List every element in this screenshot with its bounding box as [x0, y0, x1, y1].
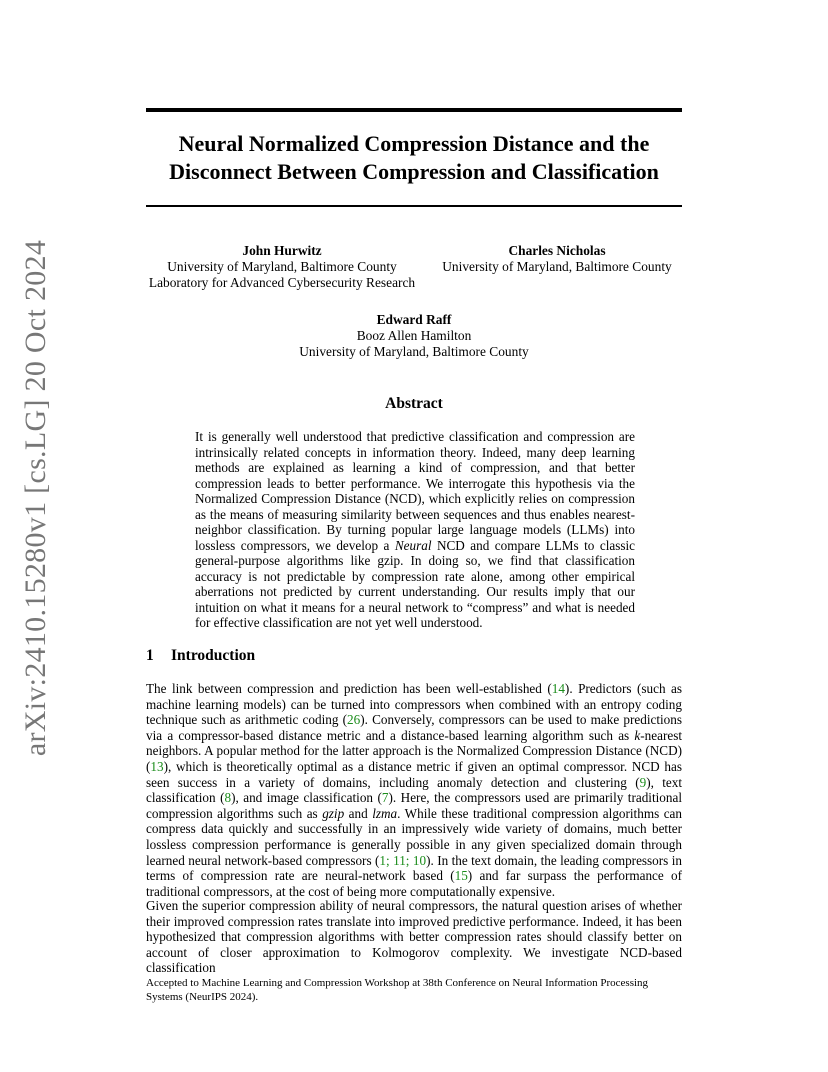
author-affiliation: University of Maryland, Baltimore County [299, 344, 529, 359]
author-name: John Hurwitz [242, 243, 322, 258]
section-number: 1 [146, 647, 154, 664]
text-run: and [344, 805, 373, 821]
emphasis: gzip [322, 805, 345, 821]
citation-link[interactable]: ( 14 ) [547, 681, 569, 696]
paper-title [146, 130, 682, 186]
author-affiliation: University of Maryland, Baltimore County [167, 259, 397, 274]
title-line-2: Disconnect Between Compression and Classification [169, 159, 659, 184]
author-name: Edward Raff [376, 312, 452, 327]
text-run: -nearest neighbors. A popular method for the latter approach is the Normalized Compression Distance (NCD) [146, 727, 682, 759]
emphasis: lzma [372, 805, 398, 821]
title-bottom-rule [146, 205, 682, 207]
intro-paragraph-2: Given the superior compression ability of neural compressors, the natural question arises of whether their improved compression rates translate into improved predictive performance. Indeed, it has been hypothesized that compression algorithms with better compression rates should classify better on account of closer approximation to Kolmogorov complexity. We investigate NCD-based classification [146, 898, 682, 976]
citation-link[interactable]: ( 26 ) [343, 712, 365, 727]
author-block-3 [250, 312, 578, 360]
math-variable: k [634, 727, 641, 743]
citation-link[interactable]: ( 9 ) [635, 775, 650, 790]
author-name: Charles Nicholas [508, 243, 606, 258]
text-run: The link between compression and prediction has been well-established [146, 681, 548, 696]
title-top-rule [146, 108, 682, 112]
abstract-emphasis: Neural [394, 537, 432, 553]
text-run: . In the text domain, the leading compressors in terms of compression rate are neural-network based [146, 852, 682, 884]
citation-link[interactable]: ( 15 ) [450, 868, 472, 883]
citation-link[interactable]: ( 7 ) [378, 790, 393, 805]
intro-paragraph-1 [146, 681, 682, 899]
citation-link[interactable]: ( 1; 11; 10 ) [375, 853, 430, 868]
venue-footnote: Accepted to Machine Learning and Compression Workshop at 38th Conference on Neural Information Processing Systems (NeurIPS 2024). [146, 977, 649, 1003]
text-run: , and image classification [235, 790, 378, 806]
citation-link[interactable]: ( 13 ) [146, 759, 168, 774]
author-block-1 [146, 243, 418, 291]
text-run: . Here, the compressors used are primarily traditional compression algorithms such as [146, 790, 683, 821]
abstract-part: It is generally well understood that predictive classification and compression are intrinsically related concepts in information theory. Indeed, many deep learning methods are explained as learning a kind of compression, and that better compression leads to better performance. We interrogate this hypothesis via the Normalized Compression Distance (NCD), which explicitly relies on compression as the means of measuring similarity between sequences and thus enables nearest-neighbor classification. By turning popular large language models (LLMs) into lossless compressors, we develop a [195, 429, 635, 553]
abstract-heading: Abstract [385, 395, 443, 412]
text-run: , which is theoretically optimal as a distance metric if given an optimal compressor. NCD has seen success in a variety of domains, including anomaly detection and clustering [146, 758, 682, 790]
text-run: . While these traditional compression algorithms can compress data quickly and successfully in an impressively wide variety of domains, much better lossless compression performance is generally possible in any given specialized domain through learned neural network-based compressors [146, 805, 682, 868]
abstract-part: NCD and compare LLMs to classic general-purpose algorithms like gzip. In doing so, we find that classification accuracy is not predictable by compression rate alone, among other empirical aberrations not predicted by current understanding. Our results imply that our intuition on what it means for a neural network to “compress” and what is needed for effective classification are not yet well understood. [195, 537, 635, 630]
text-run: , text classification [146, 774, 682, 806]
section-title: Introduction [171, 647, 256, 664]
author-block-2 [432, 243, 682, 275]
section-heading [146, 647, 255, 665]
arxiv-identifier: arXiv:2410.15280v1 [cs.LG] 20 Oct 2024 [19, 239, 52, 757]
text-run: and far surpass the performance of traditional compressors, at the cost of being more computationally expensive. [146, 868, 682, 899]
text-run: . Predictors (such as machine learning models) can be turned into compressors when combined with an entropy coding technique such as arithmetic coding [146, 681, 682, 728]
author-affiliation: Booz Allen Hamilton [356, 328, 472, 343]
abstract-text [195, 429, 635, 631]
author-affiliation: University of Maryland, Baltimore County [442, 259, 672, 274]
citation-link[interactable]: ( 8 ) [220, 790, 235, 805]
text-run: . Conversely, compressors can be used to make predictions via a compressor-based distance metric and a distance-based learning algorithm such as [146, 712, 682, 743]
author-affiliation: Laboratory for Advanced Cybersecurity Research [148, 275, 416, 290]
title-line-1: Neural Normalized Compression Distance and the [178, 131, 650, 156]
